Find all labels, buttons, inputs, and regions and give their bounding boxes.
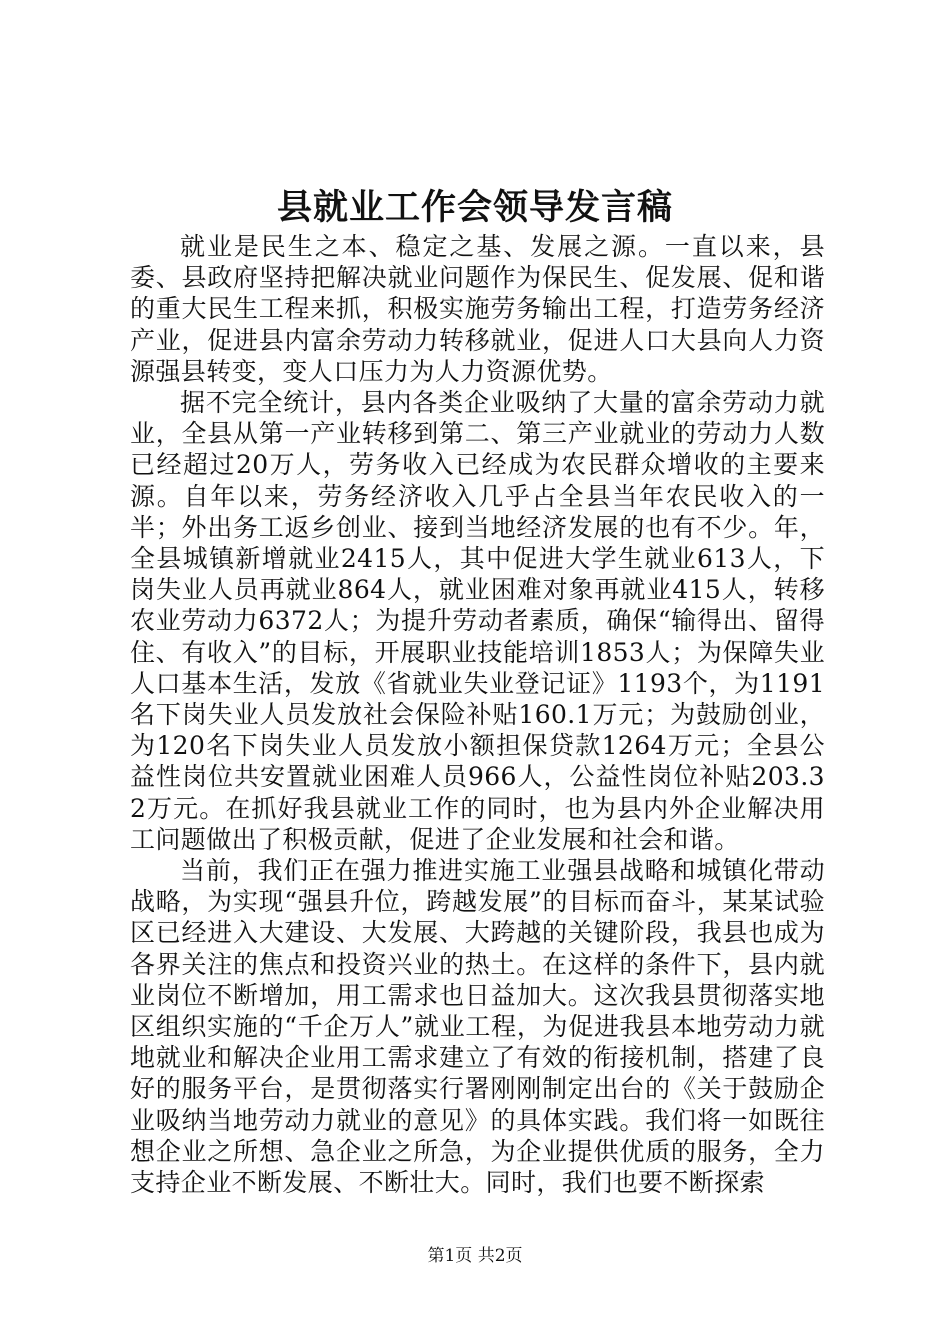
document-title: 县就业工作会领导发言稿 (276, 187, 673, 228)
paragraph-3: 当前，我们正在强力推进实施工业强县战略和城镇化带动战略，为实现“强县升位，跨越发展”的目标而奋斗，某某试验区已经进入大建设、大发展、大跨越的关键阶段，我县也成为各界关注的焦点和投资兴业的热土。在这样的条件下，县内就业岗位不断增加，用工需求也日益加大。这次我县贯彻落实地区组织实施的“千企万人”就业工程，为促进我县本地劳动力就地就业和解决企业用工需求建立了有效的衔接机制，搭建了良好的服务平台，是贯彻落实行署刚刚制定出台的《关于鼓励企业吸纳当地劳动力就业的意见》的具体实践。我们将一如既往想企业之所想、急企业之所急，为企业提供优质的服务，全力支持企业不断发展、不断壮大。同时，我们也要不断探索 (130, 856, 825, 1198)
paragraph-1: 就业是民生之本、稳定之基、发展之源。一直以来，县委、县政府坚持把解决就业问题作为保民生、促发展、促和谐的重大民生工程来抓，积极实施劳务输出工程，打造劳务经济产业，促进县内富余劳动力转移就业，促进人口大县向人力资源强县转变，变人口压力为人力资源优势。 (130, 232, 825, 386)
document-body (130, 231, 825, 1198)
paragraph-2: 据不完全统计，县内各类企业吸纳了大量的富余劳动力就业，全县从第一产业转移到第二、第三产业就业的劳动力人数已经超过20万人，劳务收入已经成为农民群众增收的主要来源。自年以来，劳务经济收入几乎占全县当年农民收入的一半；外出务工返乡创业、接到当地经济发展的也有不少。年，全县城镇新增就业2415人，其中促进大学生就业613人，下岗失业人员再就业864人，就业困难对象再就业415人，转移农业劳动力6372人；为提升劳动者素质，确保“输得出、留得住、有收入”的目标，开展职业技能培训1853人；为保障失业人口基本生活，发放《省就业失业登记证》1193个，为1191名下岗失业人员发放社会保险补贴160.1万元；为鼓励创业，为120名下岗失业人员发放小额担保贷款1264万元；全县公益性岗位共安置就业困难人员966人，公益性岗位补贴203.32万元。在抓好我县就业工作的同时，也为县内外企业解决用工问题做出了积极贡献，促进了企业发展和社会和谐。 (130, 388, 825, 854)
page-footer: 第1页 共2页 (427, 1246, 523, 1266)
